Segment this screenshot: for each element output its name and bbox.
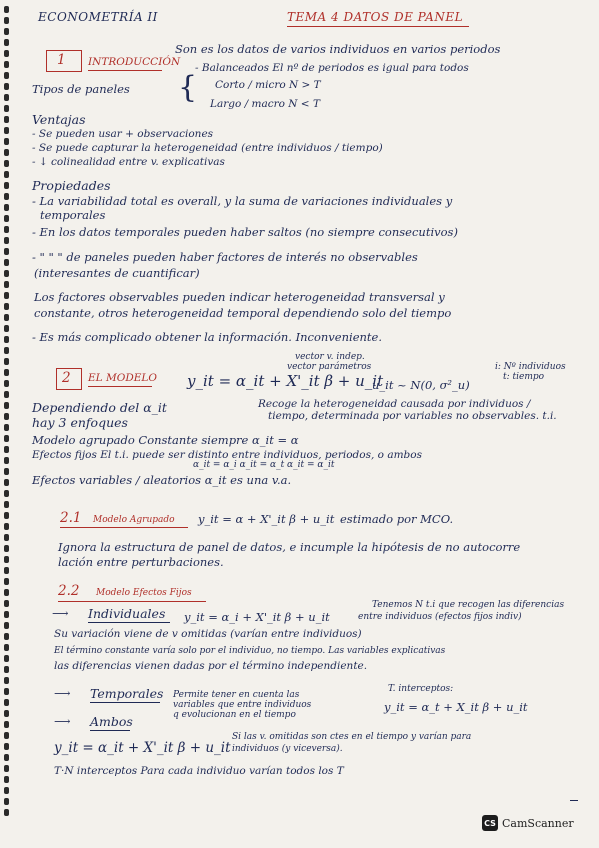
- binding-hole: [4, 743, 9, 750]
- binding-hole: [4, 303, 9, 310]
- binding-hole: [4, 589, 9, 596]
- binding-hole: [4, 61, 9, 68]
- panel-types-label: Tipos de paneles: [32, 82, 130, 96]
- binding-hole: [4, 292, 9, 299]
- pooled-model: Modelo agrupado Constante siempre α_it = α: [32, 433, 299, 447]
- binding-hole: [4, 6, 9, 13]
- estimated-by: estimado por MCO.: [340, 512, 454, 526]
- brace-symbol: {: [178, 70, 198, 105]
- binding-hole: [4, 578, 9, 585]
- binding-hole: [4, 798, 9, 805]
- property-4: Los factores observables pueden indicar heterogeneidad transversal y: [34, 290, 445, 304]
- binding-hole: [4, 545, 9, 552]
- binding-hole: [4, 490, 9, 497]
- binding-hole: [4, 248, 9, 255]
- binding-hole: [4, 677, 9, 684]
- depending-line: Dependiendo del α_it: [32, 400, 167, 415]
- binding-hole: [4, 226, 9, 233]
- binding-hole: [4, 523, 9, 530]
- binding-hole: [4, 28, 9, 35]
- binding-hole: [4, 754, 9, 761]
- advantage-2: - Se puede capturar la heterogeneidad (entre individuos / tiempo): [32, 142, 383, 154]
- section1-title: INTRODUCCIÓN: [88, 56, 181, 68]
- binding-hole: [4, 644, 9, 651]
- both-note-b: individuos (y viceversa).: [232, 744, 343, 754]
- camscanner-logo-text: CamScanner: [502, 816, 574, 830]
- binding-hole: [4, 380, 9, 387]
- individual-formula: y_it = α_i + X'_it β + u_it: [184, 610, 330, 624]
- note-time: t: tiempo: [503, 372, 545, 382]
- binding-hole: [4, 204, 9, 211]
- binding-hole: [4, 182, 9, 189]
- binding-hole: [4, 721, 9, 728]
- both-note: Si las v. omitidas son ctes en el tiempo y varían para: [232, 732, 472, 742]
- section22-number: 2.2: [58, 583, 80, 599]
- property-4b: constante, otros heterogeneidad temporal dependiendo solo del tiempo: [34, 306, 452, 320]
- arrow-individual: ⟶: [52, 606, 69, 620]
- constant-line-b: las diferencias vienen dadas por el término independiente.: [54, 660, 368, 672]
- binding-hole: [4, 600, 9, 607]
- property-1: - La variabilidad total es overall, y la suma de variaciones individuales y: [32, 194, 453, 208]
- temporal-note-b: variables que entre individuos: [173, 700, 312, 710]
- properties-title: Propiedades: [32, 178, 111, 193]
- advantage-3: - ↓ colinealidad entre v. explicativas: [32, 156, 225, 168]
- binding-hole: [4, 358, 9, 365]
- section21-number: 2.1: [60, 510, 82, 526]
- binding-hole: [4, 171, 9, 178]
- binding-hole: [4, 622, 9, 629]
- binding-hole: [4, 369, 9, 376]
- binding-hole: [4, 391, 9, 398]
- binding-hole: [4, 83, 9, 90]
- long-panel: Largo / macro N < T: [210, 98, 320, 110]
- binding-hole: [4, 534, 9, 541]
- page-edge-mark: [570, 800, 578, 801]
- collects-note-b: tiempo, determinada por variables no observables. t.i.: [268, 410, 557, 422]
- collects-note: Recoge la heterogeneidad causada por individuos /: [258, 398, 531, 410]
- binding-hole: [4, 325, 9, 332]
- binding-hole: [4, 787, 9, 794]
- note-param: vector parámetros: [287, 362, 372, 372]
- both-formula: y_it = α_it + X'_it β + u_it: [54, 740, 231, 756]
- advantage-1: - Se pueden usar + observaciones: [32, 128, 214, 140]
- pooled-formula: y_it = α + X'_it β + u_it: [198, 512, 335, 526]
- individual-underline: [88, 622, 170, 623]
- binding-hole: [4, 776, 9, 783]
- topic-title: TEMA 4 DATOS DE PANEL: [287, 10, 464, 24]
- arrow-both: ⟶: [54, 714, 71, 728]
- constant-line: El término constante varía solo por el individuo, no tiempo. Las variables explicativas: [54, 646, 446, 656]
- advantages-title: Ventajas: [32, 112, 86, 127]
- binding-hole: [4, 160, 9, 167]
- binding-hole: [4, 611, 9, 618]
- binding-hole: [4, 193, 9, 200]
- property-5: - Es más complicado obtener la información. Inconveniente.: [32, 330, 382, 344]
- balanced-line: - Balanceados El nº de periodos es igual para todos: [195, 62, 469, 74]
- binding-hole: [4, 413, 9, 420]
- binding-hole: [4, 655, 9, 662]
- binding-hole: [4, 17, 9, 24]
- fixed-subscripts: α_it = α_i α_it = α_t α_it = α_it: [193, 460, 335, 470]
- section2-number: 2: [62, 370, 71, 386]
- binding-hole: [4, 633, 9, 640]
- binding-hole: [4, 50, 9, 57]
- temporal-intercepts: T. interceptos:: [388, 684, 454, 694]
- random-effects: Efectos variables / aleatorios α_it es una v.a.: [32, 473, 292, 487]
- arrow-temporal: ⟶: [54, 686, 71, 700]
- temporal-underline: [90, 702, 160, 703]
- section22-underline: [58, 601, 206, 602]
- binding-hole: [4, 501, 9, 508]
- binding-hole: [4, 468, 9, 475]
- topic-underline: [287, 26, 469, 27]
- binding-hole: [4, 149, 9, 156]
- temporal-label: Temporales: [90, 686, 164, 701]
- section2-title: EL MODELO: [88, 372, 157, 384]
- approaches-line: hay 3 enfoques: [32, 415, 128, 430]
- temporal-formula: y_it = α_t + X_it β + u_it: [384, 700, 528, 714]
- binding-hole: [4, 138, 9, 145]
- binding-hole: [4, 281, 9, 288]
- binding-hole: [4, 94, 9, 101]
- binding-hole: [4, 666, 9, 673]
- error-term: u_it ~ N(0, σ²_u): [372, 378, 470, 392]
- section1-number: 1: [57, 52, 66, 68]
- binding-hole: [4, 435, 9, 442]
- binding-hole: [4, 347, 9, 354]
- both-underline: [90, 730, 130, 731]
- property-3: - " " " de paneles pueden haber factores de interés no observables: [32, 250, 418, 264]
- note-vector: vector v. indep.: [295, 352, 365, 362]
- binding-hole: [4, 710, 9, 717]
- property-2: - En los datos temporales pueden haber saltos (no siempre consecutivos): [32, 225, 458, 239]
- binding-hole: [4, 699, 9, 706]
- binding-hole: [4, 688, 9, 695]
- individual-label: Individuales: [88, 606, 166, 621]
- camscanner-watermark: [482, 815, 574, 831]
- section1-underline: [88, 70, 162, 71]
- individual-note: Tenemos N t.i que recogen las diferencias: [372, 600, 565, 610]
- course-title: ECONOMETRÍA II: [38, 10, 158, 24]
- binding-hole: [4, 402, 9, 409]
- binding-hole: [4, 237, 9, 244]
- section21-underline: [60, 527, 188, 528]
- short-panel: Corto / micro N > T: [215, 79, 321, 91]
- binding-hole: [4, 72, 9, 79]
- model-formula: y_it = α_it + X'_it β + u_it: [187, 372, 384, 390]
- binding-hole: [4, 270, 9, 277]
- binding-hole: [4, 732, 9, 739]
- binding-hole: [4, 479, 9, 486]
- definition-line: Son es los datos de varios individuos en varios periodos: [175, 42, 501, 56]
- section2-underline: [88, 386, 152, 387]
- binding-hole: [4, 457, 9, 464]
- section21-title: Modelo Agrupado: [93, 515, 175, 525]
- binding-hole: [4, 314, 9, 321]
- tn-intercepts: T·N interceptos Para cada individuo varían todos los T: [54, 765, 344, 777]
- binding-hole: [4, 765, 9, 772]
- temporal-note: Permite tener en cuenta las: [173, 690, 300, 700]
- property-3b: (interesantes de cuantificar): [34, 266, 200, 280]
- temporal-note-c: q evolucionan en el tiempo: [173, 710, 296, 720]
- binding-hole: [4, 116, 9, 123]
- binding-hole: [4, 336, 9, 343]
- binding-hole: [4, 39, 9, 46]
- section22-title: Modelo Efectos Fijos: [96, 588, 192, 598]
- note-individuals: i: Nº individuos: [495, 362, 566, 372]
- ignore-line: Ignora la estructura de panel de datos, e incumple la hipótesis de no autocorre: [58, 540, 521, 554]
- binding-hole: [4, 424, 9, 431]
- binding-hole: [4, 556, 9, 563]
- binding-hole: [4, 446, 9, 453]
- spiral-binding: [2, 6, 12, 816]
- binding-hole: [4, 105, 9, 112]
- camscanner-logo-icon: CS: [482, 815, 498, 831]
- binding-hole: [4, 215, 9, 222]
- fixed-effects: Efectos fijos El t.i. puede ser distinto entre individuos, periodos, o ambos: [32, 449, 422, 461]
- variation-line: Su variación viene de v omitidas (varían entre individuos): [54, 628, 362, 640]
- binding-hole: [4, 512, 9, 519]
- binding-hole: [4, 259, 9, 266]
- property-1b: temporales: [40, 208, 106, 222]
- binding-hole: [4, 127, 9, 134]
- ignore-line-b: lación entre perturbaciones.: [58, 555, 224, 569]
- both-label: Ambos: [90, 714, 133, 729]
- individual-note-b: entre individuos (efectos fijos indiv): [358, 612, 522, 622]
- binding-hole: [4, 567, 9, 574]
- binding-hole: [4, 809, 9, 816]
